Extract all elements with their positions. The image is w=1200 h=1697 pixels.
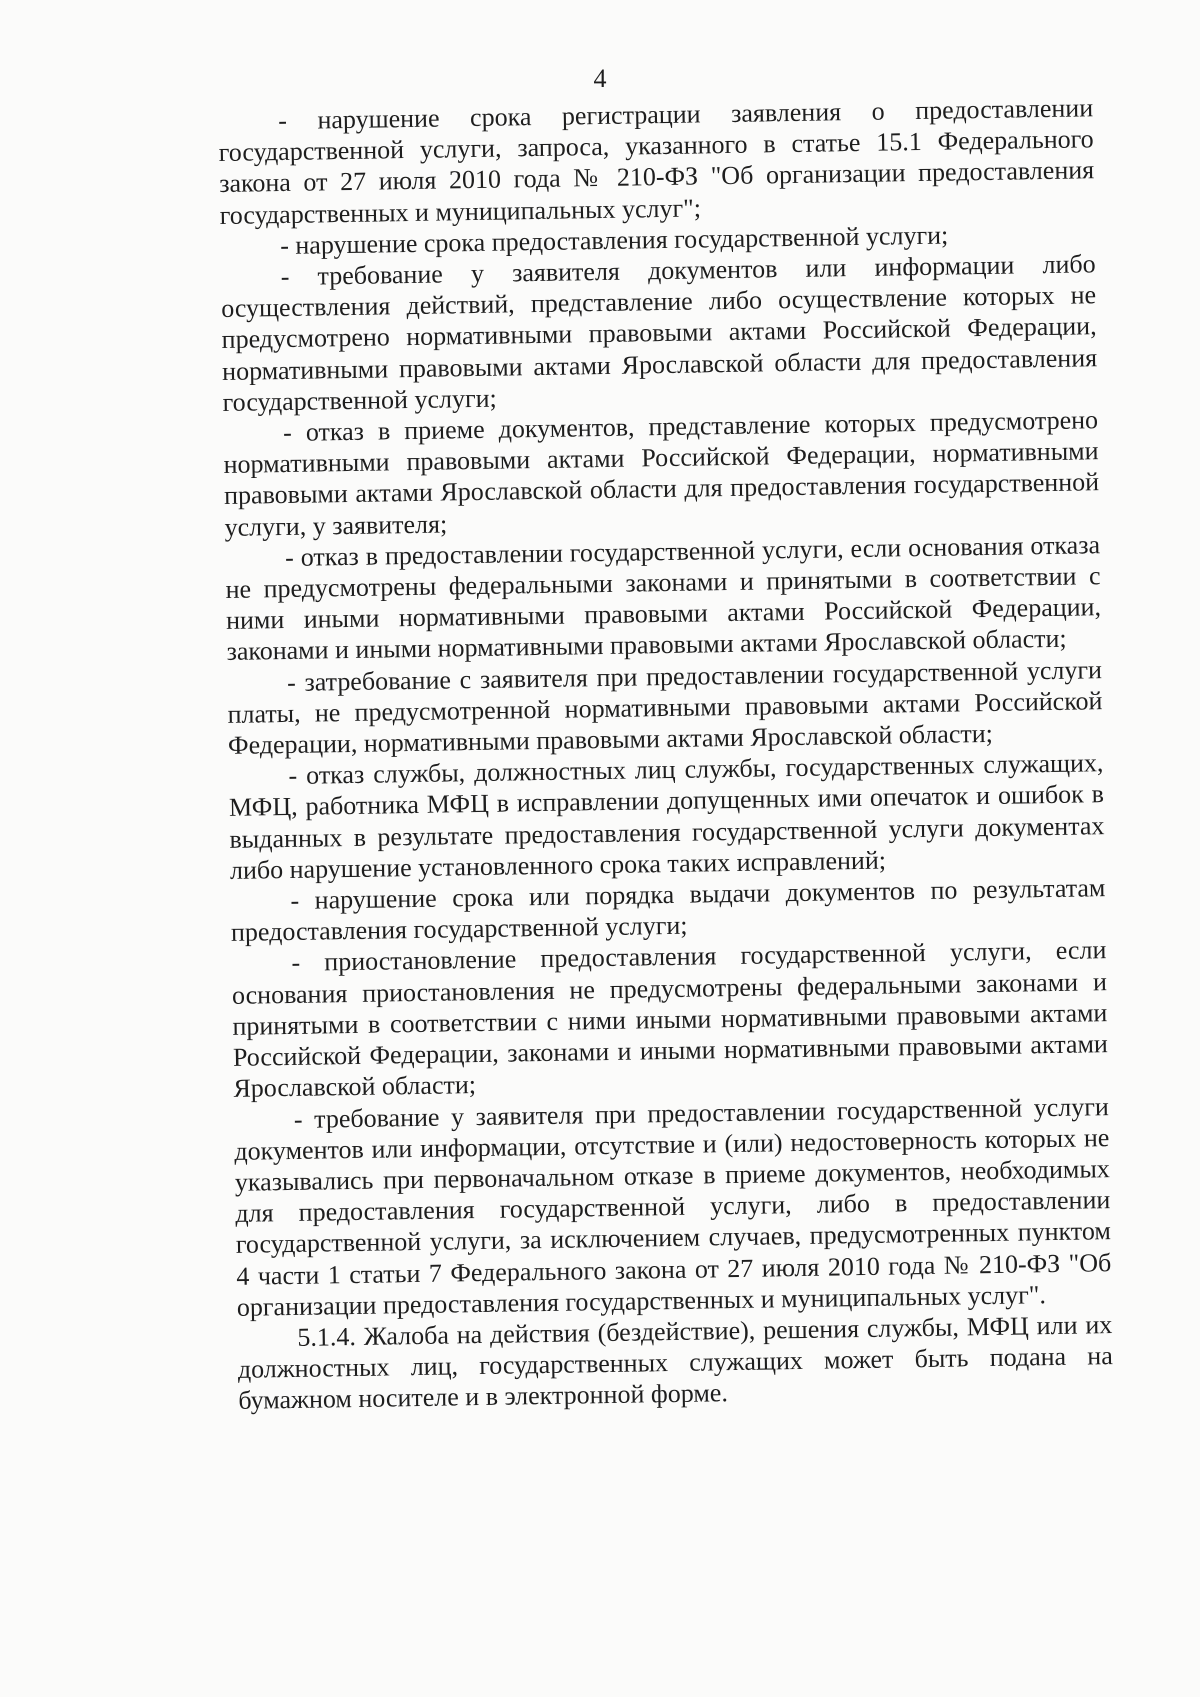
paragraph-refusal-to-provide-service: - отказ в предоставлении государственной услуги, если основания отказа не предусмотрены федеральными законами и принятыми в соответствии с ними иными нормативными правовыми актами Российской Федерации, законами и иными нормативными правовыми актами Ярославской области; (225, 530, 1102, 667)
paragraph-issuance-violation: - нарушение срока или порядка выдачи документов по результатам предоставления государственной услуги; (230, 873, 1106, 948)
paragraph-suspension: - приостановление предоставления государственной услуги, если основания приостановления не предусмотрены федеральными законами и принятыми в соответствии с ними иными нормативными правовыми актами Российской Федерации, законами и иными нормативными правовыми актами Ярославской области; (231, 935, 1109, 1104)
paragraph-refusal-to-accept-documents: - отказ в приеме документов, представление которых предусмотрено нормативными правовыми актами Российской Федерации, нормативными правовыми актами Ярославской области для предоставления государственной услуги, у заявителя; (223, 405, 1100, 542)
paragraph-missing-documents-requirement: - требование у заявителя при предоставлении государственной услуги документов или информации, отсутствие и (или) недостоверность которых не указывались при первоначальном отказе в приеме документов, необходимых для предоставления государственной услуги, либо в предоставлении государственной услуги, за исключением случаев, предусмотренных пунктом 4 части 1 статьи 7 Федерального закона от 27 июля 2010 года № 210-ФЗ "Об организации предоставления государственных и муниципальных услуг". (234, 1091, 1112, 1322)
paragraph-section-5-1-4: 5.1.4. Жалоба на действия (бездействие), решения службы, МФЦ или их должностных лиц, государственных служащих может быть подана на бумажном носителе и в электронной форме. (237, 1310, 1113, 1416)
paragraph-registration-violation: - нарушение срока регистрации заявления о предоставлении государственной услуги, запроса, указанного в статье 15.1 Федерального закона от 27 июля 2010 года № 210-ФЗ "Об организации предоставления государственных и муниципальных услуг"; (218, 93, 1095, 230)
paragraph-refusal-to-correct-errors: - отказ службы, должностных лиц службы, государственных служащих, МФЦ, работника МФЦ в исправлении допущенных ими опечаток и ошибок в выданных в результате предоставления государственной услуги документах либо нарушение установленного срока таких исправлений; (228, 748, 1105, 885)
paragraph-deadline-violation: - нарушение срока предоставления государственной услуги; (279, 220, 949, 260)
paragraph-extra-documents-requirement: - требование у заявителя документов или информации либо осуществления действий, представление либо осуществление которых не предусмотрено нормативными правовыми актами Российской Федерации, нормативными правовыми актами Ярославской области для предоставления государственной услуги; (220, 249, 1098, 417)
document-body (218, 92, 1113, 1416)
paragraph-unlawful-fee: - затребование с заявителя при предоставлении государственной услуги платы, не предусмотренной нормативными правовыми актами Российской Федерации, нормативными правовыми актами Ярославской области; (227, 654, 1103, 760)
page-number: 4 (593, 64, 607, 93)
